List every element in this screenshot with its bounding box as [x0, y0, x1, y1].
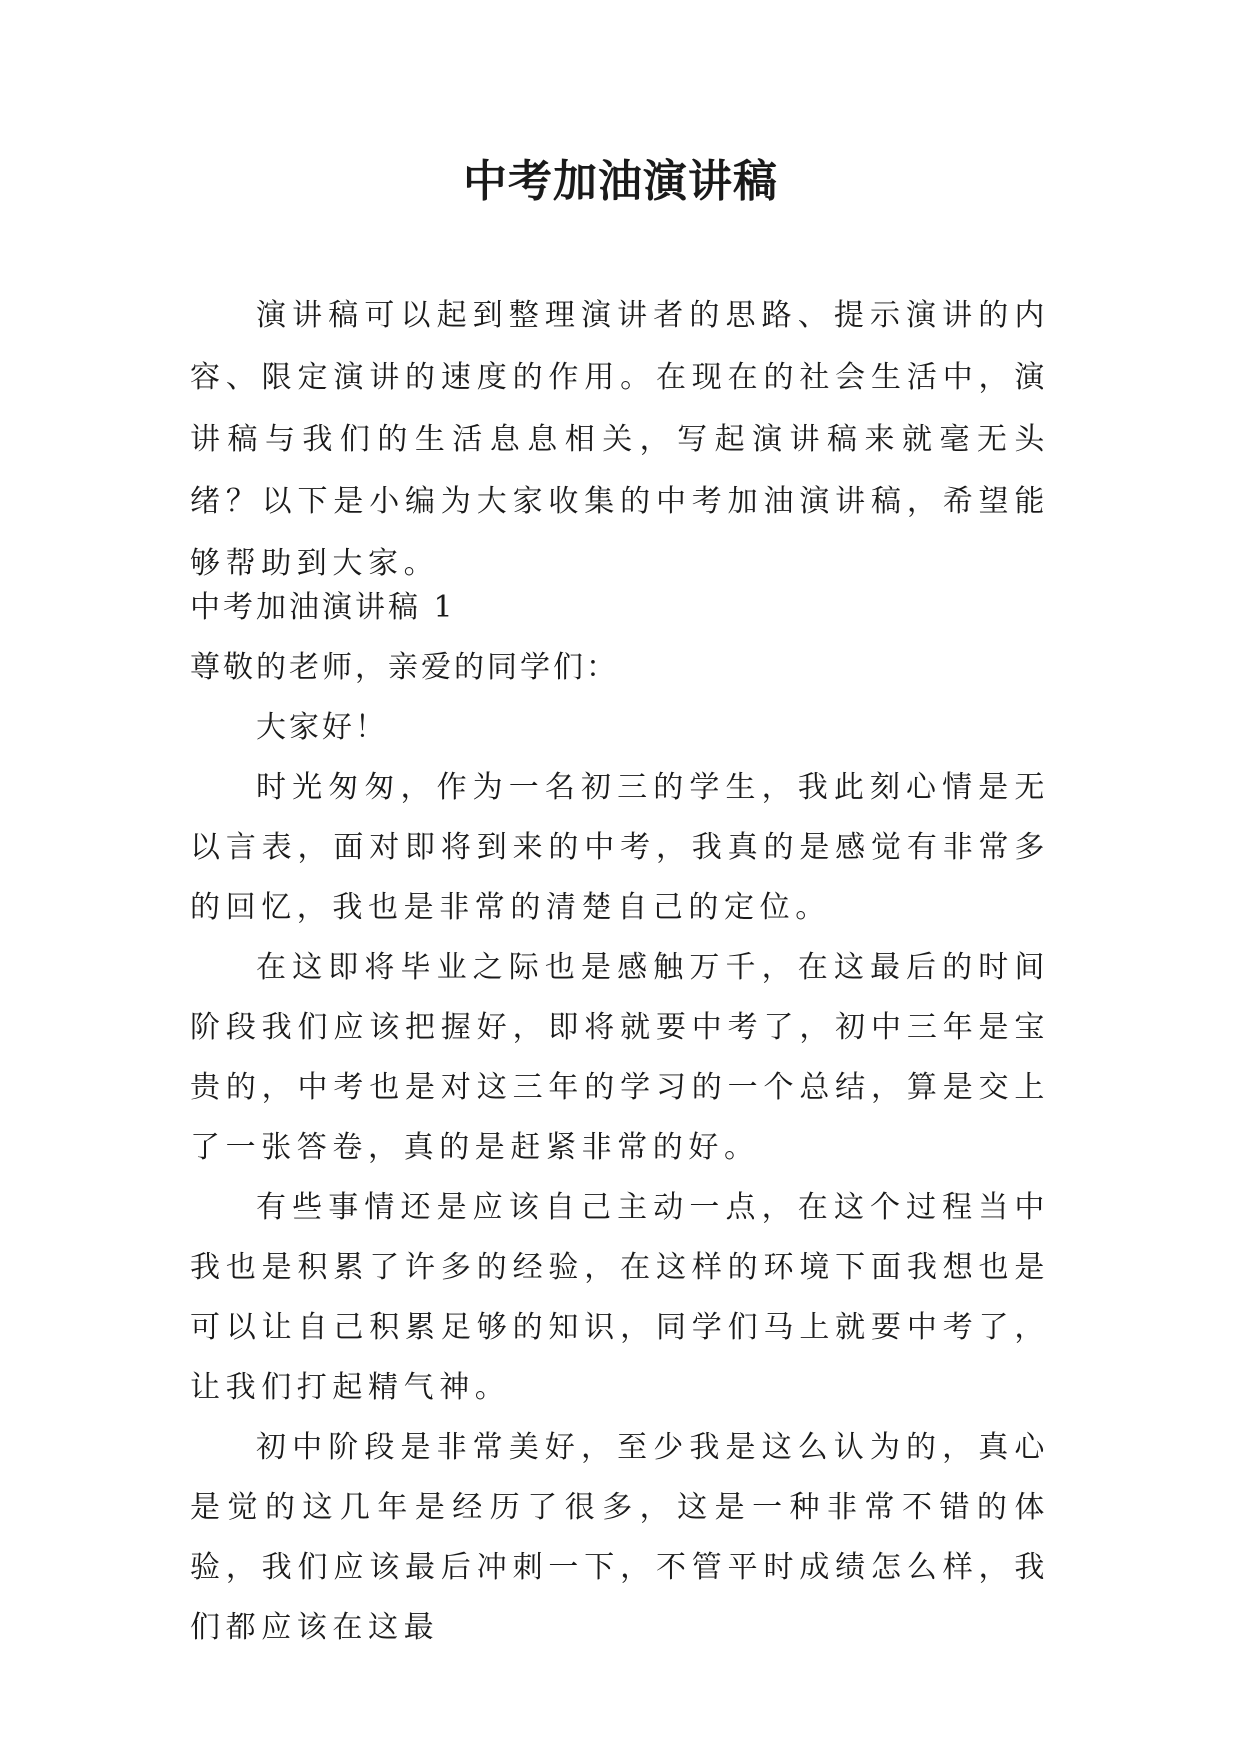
speech-section: [190, 578, 1050, 1658]
intro-paragraph: 演讲稿可以起到整理演讲者的思路、提示演讲的内容、限定演讲的速度的作用。在现在的社会生活中，演讲稿与我们的生活息息相关，写起演讲稿来就毫无头绪？以下是小编为大家收集的中考加油演讲稿，希望能够帮助到大家。: [190, 298, 1050, 581]
salutation: 尊敬的老师，亲爱的同学们：: [190, 650, 619, 685]
body-paragraph: 时光匆匆，作为一名初三的学生，我此刻心情是无以言表，面对即将到来的中考，我真的是感觉有非常多的回忆，我也是非常的清楚自己的定位。: [190, 770, 1050, 925]
body-paragraph: 在这即将毕业之际也是感触万千，在这最后的时间阶段我们应该把握好，即将就要中考了，初中三年是宝贵的，中考也是对这三年的学习的一个总结，算是交上了一张答卷，真的是赶紧非常的好。: [190, 950, 1050, 1165]
document-title: 中考加油演讲稿: [463, 156, 778, 207]
section-heading: 中考加油演讲稿 1: [190, 590, 456, 625]
body-paragraph: 有些事情还是应该自己主动一点，在这个过程当中我也是积累了许多的经验，在这样的环境下面我想也是可以让自己积累足够的知识，同学们马上就要中考了，让我们打起精气神。: [190, 1190, 1050, 1405]
intro-section: [190, 285, 1050, 595]
greeting: 大家好！: [256, 710, 388, 745]
body-paragraph: 初中阶段是非常美好，至少我是这么认为的，真心是觉的这几年是经历了很多，这是一种非常不错的体验，我们应该最后冲刺一下，不管平时成绩怎么样，我们都应该在这最: [190, 1430, 1050, 1645]
